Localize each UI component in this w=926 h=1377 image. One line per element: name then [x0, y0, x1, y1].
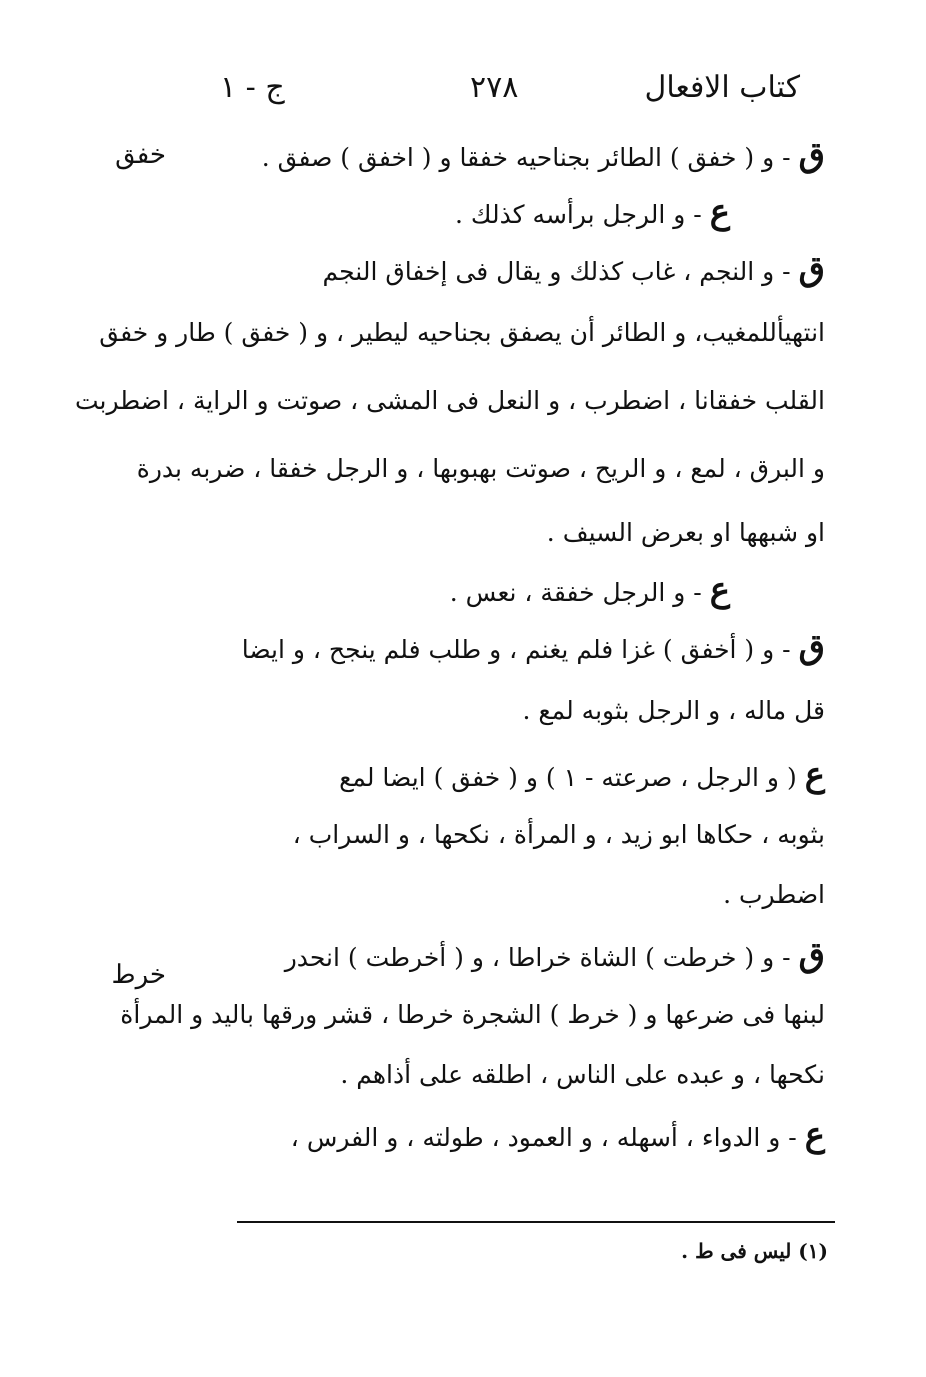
- line-text: انتهيأللمغيب، و الطائر أن يصفق بجناحيه ليطير ، و ( خفق ) طار و خفق: [99, 318, 825, 347]
- line-text: - و الرجل خفقة ، نعس .: [449, 578, 702, 607]
- source-marker: ع: [804, 755, 825, 795]
- footnote: (١) ليس فى ط .: [681, 1239, 828, 1263]
- text-line: [195, 677, 825, 745]
- source-marker: ق: [798, 135, 825, 175]
- text-line: [136, 435, 825, 503]
- text-line: [195, 1045, 825, 1105]
- margin-entry-word: خفق: [115, 140, 166, 170]
- line-text: - و ( أخفق ) غزا فلم يغنم ، و طلب فلم ينجح ، و ايضا: [241, 635, 791, 664]
- line-text: بثوبه ، حكاها ابو زيد ، و المرأة ، نكحها ، و السراب ،: [292, 820, 825, 849]
- book-title: كتاب الافعال: [644, 70, 800, 105]
- volume-label: ج - ١: [220, 70, 285, 105]
- line-text: لبنها فى ضرعها و ( خرط ) الشجرة خرطا ، قشر ورقها باليد و المرأة: [120, 1000, 825, 1029]
- line-text: - و النجم ، غاب كذلك و يقال فى إخفاق النجم: [322, 257, 791, 286]
- text-line: [195, 239, 825, 299]
- text-line: [120, 985, 825, 1045]
- line-text: اضطرب .: [723, 880, 825, 909]
- page-header: [200, 68, 800, 118]
- line-text: و البرق ، لمع ، و الريح ، صوتت بهبوبها ، و الرجل خفقا ، ضربه بدرة: [136, 454, 825, 483]
- line-text: قل ماله ، و الرجل بثوبه لمع .: [522, 696, 825, 725]
- text-line: [195, 745, 825, 805]
- text-line: [195, 125, 825, 185]
- text-line: [99, 299, 825, 367]
- source-marker: ع: [709, 192, 730, 232]
- text-line: [195, 185, 825, 239]
- source-marker: ق: [798, 249, 825, 289]
- text-line: [195, 617, 825, 677]
- text-line: [195, 925, 825, 985]
- margin-entry-word: خرط: [111, 960, 166, 990]
- line-text: - و ( خرطت ) الشاة خراطا ، و ( أخرطت ) انحدر: [284, 943, 791, 972]
- text-line: [195, 805, 825, 865]
- page-number: ٢٧٨: [470, 70, 519, 105]
- source-marker: ع: [804, 1115, 825, 1155]
- source-marker: ع: [709, 570, 730, 610]
- line-text: - و الدواء ، أسهله ، و العمود ، طولته ، و الفرس ،: [290, 1123, 797, 1152]
- line-text: - و الرجل برأسه كذلك .: [454, 200, 702, 229]
- line-text: - و ( خفق ) الطائر بجناحيه خفقا و ( اخفق ) صفق .: [261, 143, 791, 172]
- line-text: نكحها ، و عبده على الناس ، اطلقه على أذاهم .: [340, 1060, 825, 1089]
- source-marker: ق: [798, 627, 825, 667]
- line-text: القلب خفقانا ، اضطرب ، و النعل فى المشى ، صوتت و الراية ، اضطربت: [75, 386, 825, 415]
- text-line: [75, 367, 825, 435]
- source-marker: ق: [798, 935, 825, 975]
- line-text: او شبهها او بعرض السيف .: [546, 518, 825, 547]
- text-line: [195, 865, 825, 925]
- footnote-divider: [237, 1221, 835, 1223]
- text-line: [195, 503, 825, 563]
- text-line: [195, 563, 825, 617]
- body-text: [75, 125, 825, 1165]
- text-line: [195, 1105, 825, 1165]
- line-text: ( و الرجل ، صرعته - ١ ) و ( خفق ) ايضا لمع: [339, 763, 797, 792]
